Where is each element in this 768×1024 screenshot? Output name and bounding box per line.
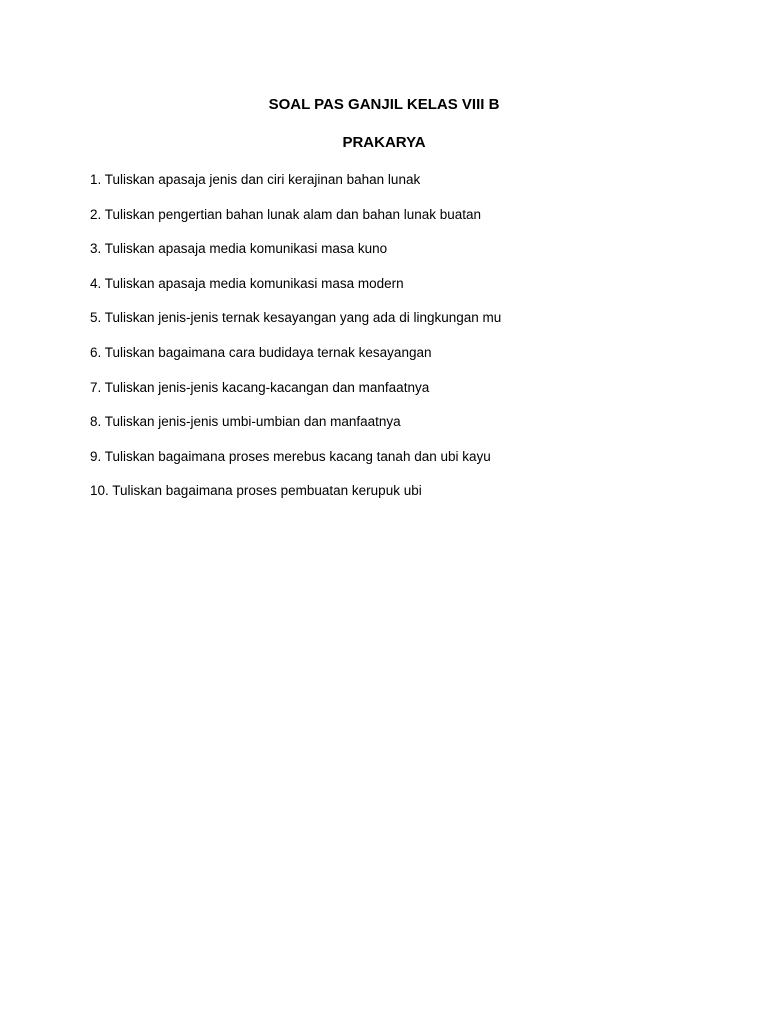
question-item: 7. Tuliskan jenis-jenis kacang-kacangan dan manfaatnya: [90, 379, 430, 395]
question-item: 6. Tuliskan bagaimana cara budidaya ternak kesayangan: [90, 344, 432, 360]
question-list: [90, 171, 730, 517]
document-title: SOAL PAS GANJIL KELAS VIII B: [268, 96, 500, 113]
question-item: 4. Tuliskan apasaja media komunikasi masa modern: [90, 275, 404, 291]
question-item: 5. Tuliskan jenis-jenis ternak kesayangan yang ada di lingkungan mu: [90, 310, 502, 326]
question-item: 10. Tuliskan bagaimana proses pembuatan kerupuk ubi: [90, 483, 422, 499]
question-item: 9. Tuliskan bagaimana proses merebus kacang tanah dan ubi kayu: [90, 448, 491, 464]
question-item: 1. Tuliskan apasaja jenis dan ciri kerajinan bahan lunak: [90, 172, 421, 187]
question-item: 2. Tuliskan pengertian bahan lunak alam dan bahan lunak buatan: [90, 206, 482, 222]
document-subject: PRAKARYA: [342, 134, 426, 151]
question-item: 8. Tuliskan jenis-jenis umbi-umbian dan manfaatnya: [90, 414, 401, 430]
question-item: 3. Tuliskan apasaja media komunikasi masa kuno: [90, 241, 388, 257]
